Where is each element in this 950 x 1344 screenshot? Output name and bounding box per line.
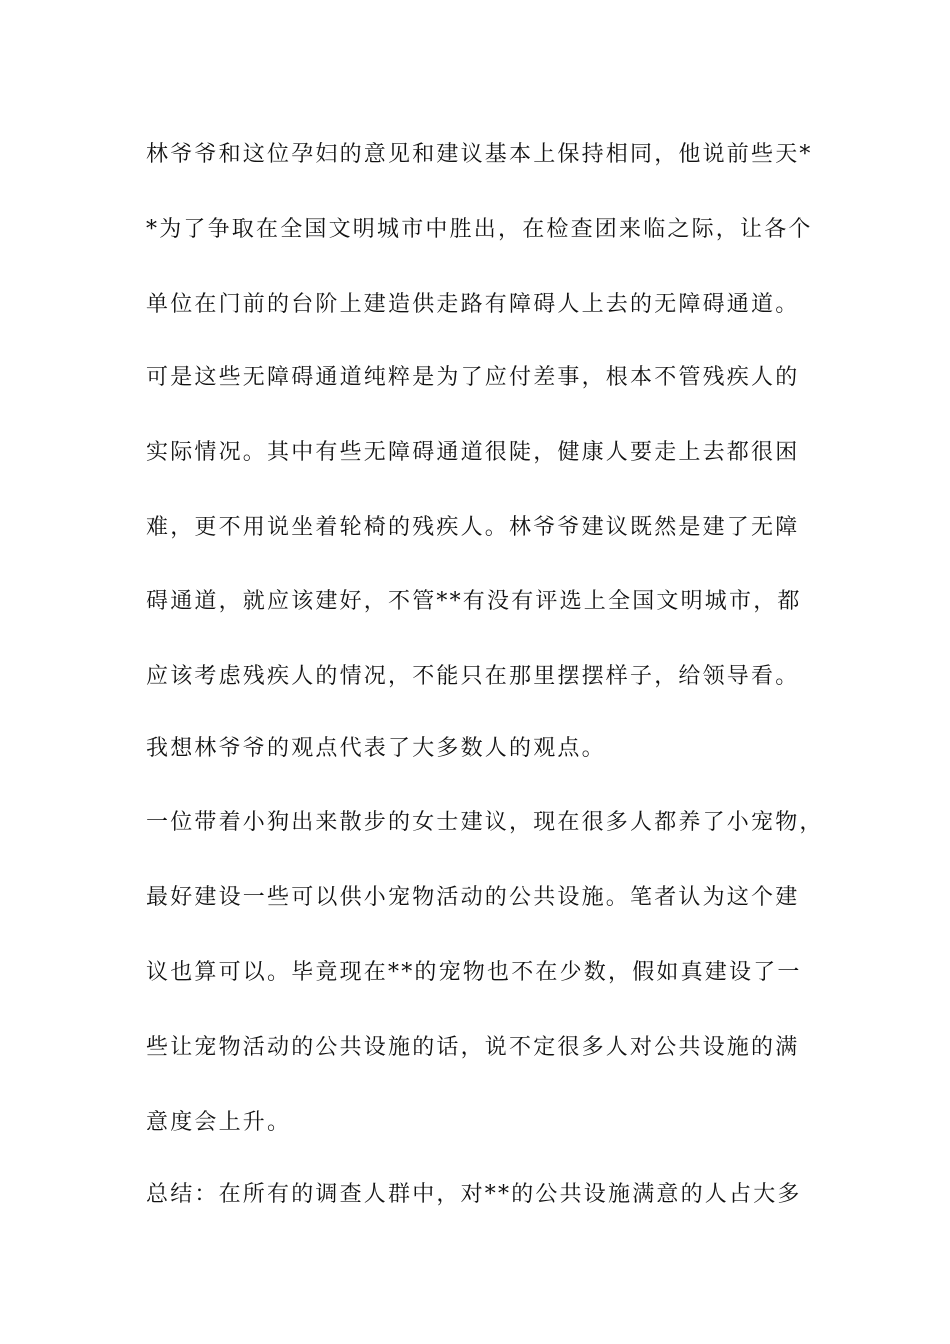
text-line: 意度会上升。 (146, 1110, 292, 1135)
text-line: 些让宠物活动的公共设施的话，说不定很多人对公共设施的满 (146, 1035, 800, 1060)
text-line: *为了争取在全国文明城市中胜出，在检查团来临之际，让各个 (146, 217, 813, 242)
text-line: 碍通道，就应该建好，不管**有没有评选上全国文明城市，都 (146, 589, 802, 614)
text-line: 实际情况。其中有些无障碍通道很陡，健康人要走上去都很困 (146, 440, 800, 465)
text-line: 总结：在所有的调查人群中，对**的公共设施满意的人占大多 (146, 1182, 802, 1207)
text-line: 应该考虑残疾人的情况，不能只在那里摆摆样子，给领导看。 (146, 664, 800, 689)
text-line: 最好建设一些可以供小宠物活动的公共设施。笔者认为这个建 (146, 885, 800, 910)
text-line: 林爷爷和这位孕妇的意见和建议基本上保持相同，他说前些天* (146, 142, 813, 167)
text-line: 难，更不用说坐着轮椅的残疾人。林爷爷建议既然是建了无障 (146, 515, 800, 540)
text-line: 议也算可以。毕竟现在**的宠物也不在少数，假如真建设了一 (146, 960, 802, 985)
text-line: 一位带着小狗出来散步的女士建议，现在很多人都养了小宠物， (146, 810, 824, 835)
text-line: 可是这些无障碍通道纯粹是为了应付差事，根本不管残疾人的 (146, 365, 800, 390)
text-line: 单位在门前的台阶上建造供走路有障碍人上去的无障碍通道。 (146, 292, 800, 317)
text-line: 我想林爷爷的观点代表了大多数人的观点。 (146, 736, 606, 761)
